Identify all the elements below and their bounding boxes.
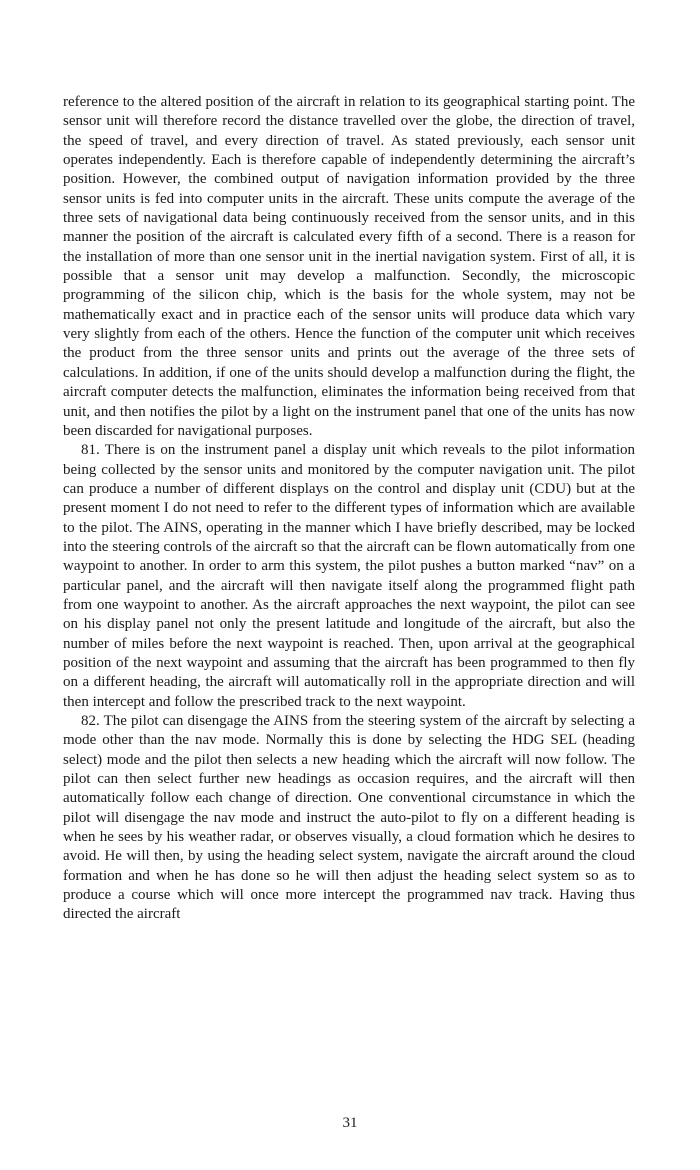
paragraph-continuation: reference to the altered position of the aircraft in relation to its geographical starting point. The sensor unit will therefore record the distance travelled over the globe, the direction of travel, the speed of travel, and every direction of travel. As stated previously, each sensor unit operates independently. Each is therefore capable of independently determining the aircraft’s position. However, the combined output of navigation information provided by the three sensor units is fed into computer units in the aircraft. These units compute the average of the three sets of navigational data being continuously received from the sensor units, and in this manner the position of the aircraft is calculated every fifth of a second. There is a reason for the installation of more than one sensor unit in the inertial navigation system. First of all, it is possible that a sensor unit may develop a malfunction. Secondly, the microscopic programming of the silicon chip, which is the basis for the whole system, may not be mathematically exact and in practice each of the sensor units will produce data which vary very slightly from each of the others. Hence the function of the computer unit which receives the product from the three sensor units and prints out the average of the three sets of calculations. In addition, if one of the units should develop a malfunction during the flight, the aircraft computer detects the malfunction, eliminates the information being received from that unit, and then notifies the pilot by a light on the instrument panel that one of the units has now been discarded for navigational purposes. xyxy=(63,94,635,439)
paragraph-81: 81. There is on the instrument panel a display unit which reveals to the pilot information being collected by the sensor units and monitored by the computer navigation unit. The pilot can produce a number of different displays on the control and display unit (CDU) but at the present moment I do not need to refer to the different types of information which are available to the pilot. The AINS, operating in the manner which I have briefly described, may be locked into the steering controls of the aircraft so that the aircraft can be flown automatically from one waypoint to another. In order to arm this system, the pilot pushes a button marked “nav” on a particular panel, and the aircraft will then navigate itself along the programmed flight path from one waypoint to another. As the aircraft approaches the next waypoint, the pilot can see on his display panel not only the present latitude and longitude of the aircraft, but also the number of miles before the next waypoint is reached. Then, upon arrival at the geographical position of the next waypoint and assuming that the aircraft has been programmed to then fly on a different heading, the aircraft will automatically roll in the appropriate direction and will then intercept and follow the prescribed track to the next waypoint. xyxy=(63,442,635,710)
paragraph-82: 82. The pilot can disengage the AINS from the steering system of the aircraft by selecting a mode other than the nav mode. Normally this is done by selecting the HDG SEL (heading select) mode and the pilot then selects a new heading which the aircraft will now follow. The pilot can then select further new headings as occasion requires, and the aircraft will then automatically follow each change of direction. One conventional circumstance in which the pilot will disengage the nav mode and instruct the auto-pilot to fly on a different heading is when he sees by his weather radar, or observes visually, a cloud formation which he desires to avoid. He will then, by using the heading select system, navigate the aircraft around the cloud formation and when he has done so he will then adjust the heading select system so as to produce a course which will once more intercept the programmed nav track. Having thus directed the aircraft xyxy=(63,713,635,923)
document-page xyxy=(63,93,635,925)
page-number: 31 xyxy=(342,1115,358,1131)
